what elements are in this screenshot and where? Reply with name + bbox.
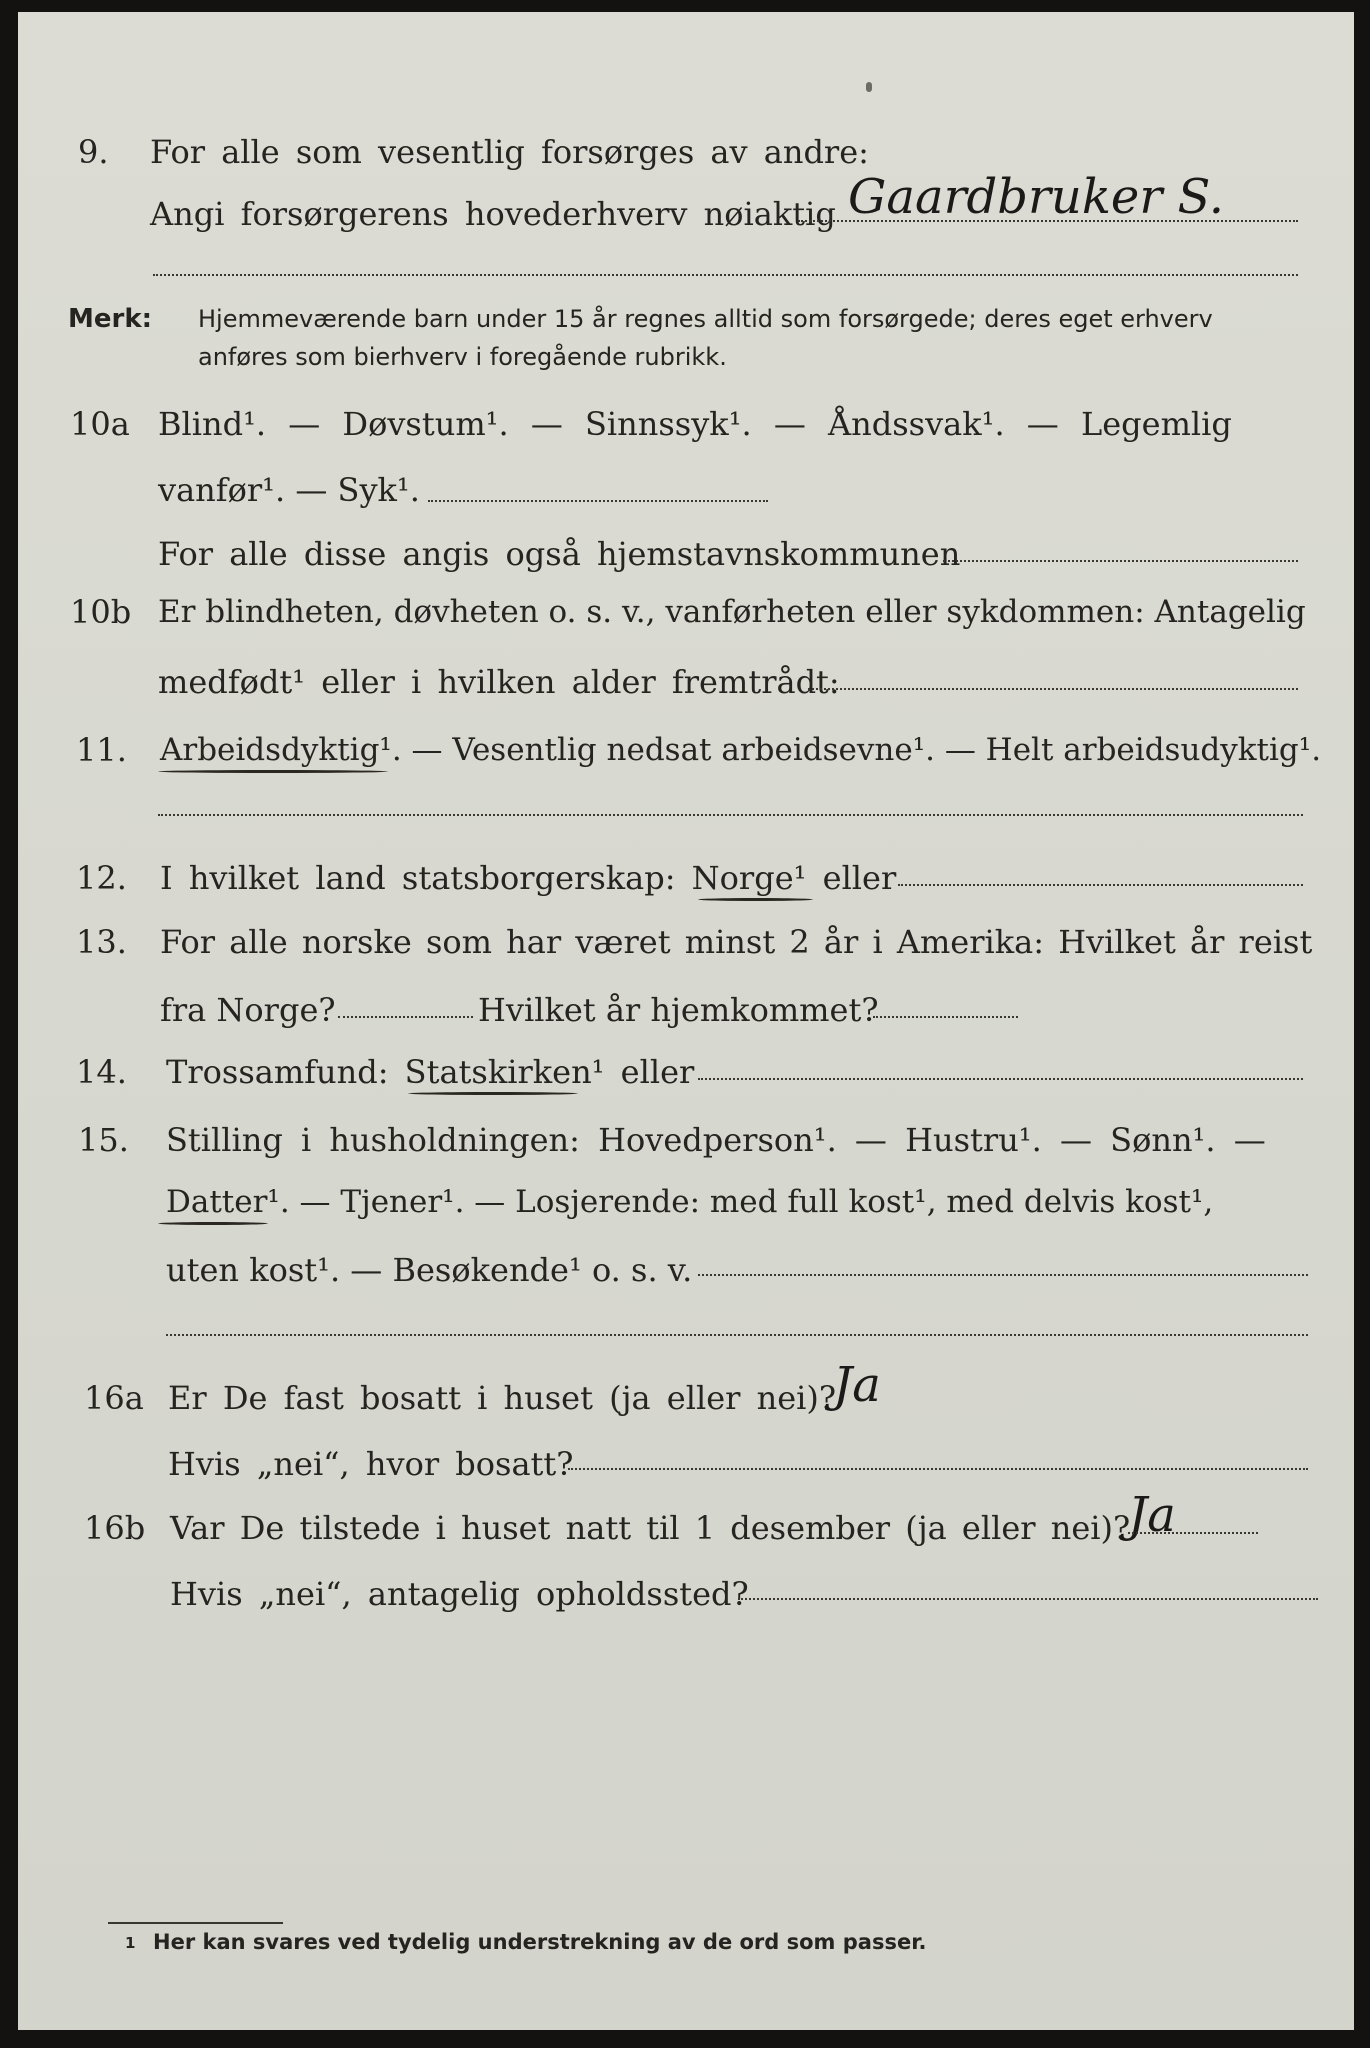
answer-line: [808, 688, 1298, 690]
ink-spot: [866, 82, 872, 92]
underline-mark: [698, 898, 813, 901]
answer-line: [428, 500, 768, 502]
answer-line: [158, 814, 1303, 816]
question-number: 14.: [76, 1053, 127, 1091]
question-number: 13.: [76, 923, 127, 961]
handwritten-answer-bosatt: Ja: [833, 1357, 881, 1413]
question-number: 9.: [78, 133, 109, 171]
question-text: fra Norge?: [160, 991, 336, 1029]
answer-line: [1128, 1532, 1258, 1534]
question-text: Angi forsørgerens hovederhverv nøiaktig: [150, 195, 836, 233]
question-text: Hvilket år hjemkommet?: [478, 991, 879, 1029]
underline-mark: [408, 1092, 578, 1095]
answer-line: [943, 560, 1298, 562]
question-text: Var De tilstede i huset natt til 1 desember (ja eller nei)?: [170, 1509, 1131, 1547]
question-text: For alle norske som har været minst 2 år i Amerika: Hvilket år reist: [160, 923, 1313, 961]
underline-mark: [158, 1222, 268, 1225]
footnote-text: Her kan svares ved tydelig understrekning av de ord som passer.: [153, 1930, 927, 1954]
handwritten-answer-occupation: Gaardbruker S.: [848, 169, 1224, 225]
question-text: uten kost¹. — Besøkende¹ o. s. v.: [166, 1251, 693, 1289]
question-text: Er blindheten, døvheten o. s. v., vanførheten eller sykdommen: Antagelig: [158, 594, 1306, 630]
question-text: vanfør¹. — Syk¹.: [158, 471, 420, 509]
question-number: 16a: [84, 1379, 144, 1417]
footnote-mark: 1: [125, 1934, 136, 1952]
answer-line: [738, 1598, 1318, 1600]
handwritten-answer-tilstede: Ja: [1128, 1487, 1176, 1543]
underline-mark: [158, 770, 388, 773]
question-text: Trossamfund: Statskirken¹ eller: [166, 1053, 695, 1091]
question-text: Arbeidsdyktig¹. — Vesentlig nedsat arbeidsevne¹. — Helt arbeidsudyktig¹.: [160, 732, 1322, 768]
footnote-rule: [108, 1922, 283, 1924]
merk-text-line-2: anføres som bierhverv i foregående rubrikk.: [198, 343, 727, 371]
answer-line: [568, 1468, 1308, 1470]
question-number: 10b: [70, 593, 132, 631]
answer-line: [338, 1016, 473, 1018]
question-text: Er De fast bosatt i huset (ja eller nei)?: [168, 1379, 837, 1417]
question-text: Blind¹. — Døvstum¹. — Sinnssyk¹. — Åndssvak¹. — Legemlig: [158, 405, 1232, 443]
merk-text-line-1: Hjemmeværende barn under 15 år regnes alltid som forsørgede; deres eget erhverv: [198, 305, 1213, 333]
question-text: For alle som vesentlig forsørges av andre:: [150, 133, 869, 171]
answer-line: [166, 1334, 1308, 1336]
question-number: 12.: [76, 859, 127, 897]
question-number: 16b: [84, 1509, 146, 1547]
question-text: Hvis „nei“, hvor bosatt?: [168, 1445, 574, 1483]
census-form-page: [18, 12, 1354, 2030]
answer-line: [698, 1078, 1303, 1080]
question-text: Hvis „nei“, antagelig opholdssted?: [170, 1575, 749, 1613]
question-text: I hvilket land statsborgerskap: Norge¹ eller: [160, 859, 897, 897]
question-text: Stilling i husholdningen: Hovedperson¹. — Hustru¹. — Sønn¹. —: [166, 1121, 1266, 1159]
merk-label: Merk:: [68, 304, 153, 334]
question-number: 15.: [78, 1121, 129, 1159]
question-text: medfødt¹ eller i hvilken alder fremtrådt:: [158, 663, 840, 701]
question-number: 10a: [70, 405, 130, 443]
question-number: 11.: [76, 731, 127, 769]
answer-line: [898, 884, 1303, 886]
answer-line: [873, 1016, 1018, 1018]
question-text: Datter¹. — Tjener¹. — Losjerende: med full kost¹, med delvis kost¹,: [166, 1184, 1214, 1220]
answer-line: [153, 274, 1298, 276]
question-text: For alle disse angis også hjemstavnskommunen: [158, 535, 961, 573]
answer-line: [698, 1274, 1308, 1276]
